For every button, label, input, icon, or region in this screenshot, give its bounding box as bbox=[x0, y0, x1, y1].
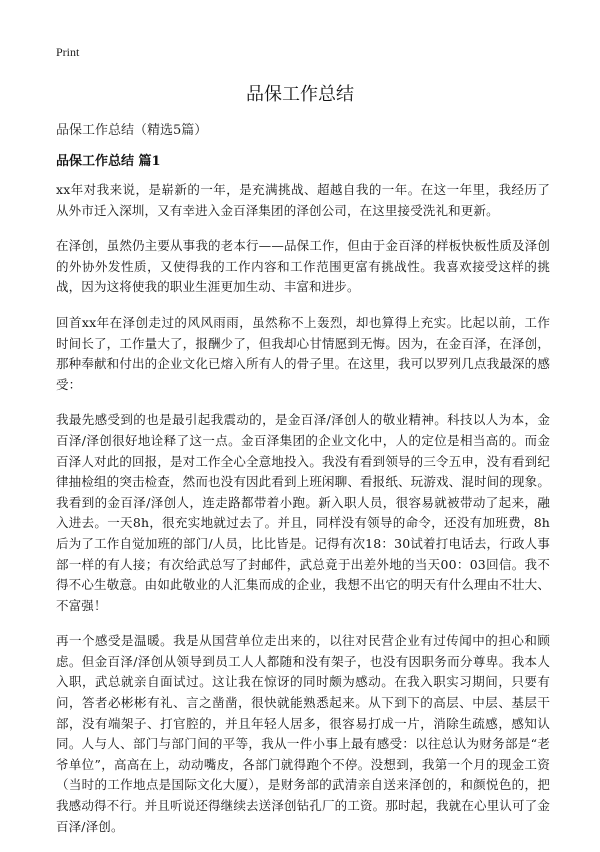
print-link[interactable]: Print bbox=[56, 45, 80, 59]
document-title: 品保工作总结 bbox=[246, 84, 354, 105]
paragraph-4: 我最先感受到的也是最引起我震动的，是金百泽/泽创人的敬业精神。科技以人为本，金百泽/泽创很好地诠释了这一点。金百泽集团的企业文化中，人的定位是相当高的。而金百泽人对此的回报，是对工作全心全意地投入。我没有看到领导的三令五申，没有看到纪律抽检组的突击检查，然而也没有因此看到上班闲聊、看报纸、玩游戏、混时间的现象。我看到的金百泽/泽创人，连走路都带着小跑。新入职人员，很容易就被带动了起来，融入进去。一天8h，很充实地就过去了。并且，同样没有领导的命令，还没有加班费，8h后为了工作自觉加班的部门/人员，比比皆是。记得有次18：30试着打电话去，行政人事部一样的有人接；有次给武总写了封邮件，武总竟于出差外地的当天00：03回信。我不得不心生敬意。由如此敬业的人汇集而成的企业，我想不出它的明天有什么理由不壮大、不富强！ bbox=[56, 412, 550, 613]
paragraph-1: xx年对我来说，是崭新的一年，是充满挑战、超越自我的一年。在这一年里，我经历了从外市迁入深圳，又有幸进入金百泽集团的泽创公司，在这里接受洗礼和更新。 bbox=[56, 182, 550, 218]
body-text bbox=[56, 180, 550, 852]
paragraph-2: 在泽创，虽然仍主要从事我的老本行——品保工作，但由于金百泽的样板快板性质及泽创的外协外发性质，又使得我的工作内容和工作范围更富有挑战性。我喜欢接受这样的挑战，因为这将使我的职业生涯更加生动、丰富和进步。 bbox=[56, 238, 550, 295]
paragraph-3: 回首xx年在泽创走过的风风雨雨，虽然称不上轰烈，却也算得上充实。比起以前，工作时间长了，工作量大了，报酬少了，但我却心甘情愿到无悔。因为，在金百泽，在泽创，那种奉献和付出的企业文化已熔入所有人的骨子里。在这里，我可以罗列几点我最深的感受： bbox=[56, 314, 550, 392]
section-heading: 品保工作总结 篇1 bbox=[56, 154, 161, 169]
paragraph-5: 再一个感受是温暖。我是从国营单位走出来的，以往对民营企业有过传闻中的担心和顾虑。但金百泽/泽创从领导到员工人人都随和没有架子，也没有因职务而分尊卑。我本人入职，武总就亲自面试过。这让我在惊讶的同时颇为感动。在我入职实习期间，只要有问，答者必彬彬有礼、言之凿凿，很快就能熟悉起来。从下到下的高层、中层、基层干部，没有端架子、打官腔的，并且年轻人居多，很容易打成一片，消除生疏感，感知认同。人与人、部门与部门间的平等，我从一件小事上最有感受：以往总认为财务部是“老爷单位”，高高在上，动动嘴皮，各部门就得跑个不停。没想到，我第一个月的现金工资（当时的工作地点是国际文化大厦），是财务部的武清亲自送来泽创的，和颜悦色的，把我感动得不行。并且听说还得继续去送泽创钻孔厂的工资。那时起，我就在心里认可了金百泽/泽创。 bbox=[56, 633, 550, 834]
document-subtitle: 品保工作总结（精选5篇） bbox=[56, 123, 208, 138]
